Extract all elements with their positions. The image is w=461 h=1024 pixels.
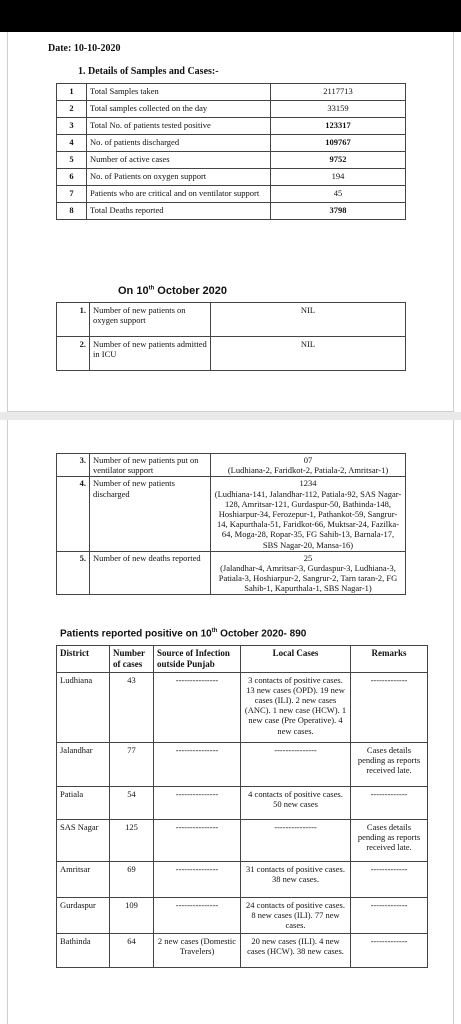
- district-source: ---------------: [154, 786, 241, 819]
- district-cases: 69: [110, 861, 154, 897]
- district-local-cases: 4 contacts of positive cases. 50 new cases: [241, 786, 351, 819]
- positive-cases-heading: Patients reported positive on 10th October 2020- 890: [60, 628, 307, 640]
- row-value: 123317: [271, 118, 406, 135]
- daily-row: [57, 454, 406, 477]
- district-name: Jalandhar: [57, 742, 110, 786]
- district-row: [57, 933, 428, 967]
- row-value: 45: [271, 186, 406, 203]
- row-value: 194: [271, 169, 406, 186]
- daily-row: [57, 337, 406, 371]
- district-remarks: Cases details pending as reports received late.: [351, 819, 428, 861]
- district-remarks: -------------: [351, 672, 428, 742]
- district-local-cases: ---------------: [241, 742, 351, 786]
- row-label: Total No. of patients tested positive: [87, 118, 271, 135]
- row-label: Number of new deaths reported: [90, 551, 211, 595]
- district-name: Bathinda: [57, 933, 110, 967]
- row-number: 5: [57, 152, 87, 169]
- row-label: Total Samples taken: [87, 84, 271, 101]
- row-value: 109767: [271, 135, 406, 152]
- district-source: ---------------: [154, 742, 241, 786]
- daily-heading: On 10th October 2020: [118, 285, 228, 297]
- daily-row: [57, 303, 406, 337]
- row-label: Total Deaths reported: [87, 203, 271, 220]
- district-cases: 109: [110, 897, 154, 933]
- row-label: No. of Patients on oxygen support: [87, 169, 271, 186]
- district-cases: 54: [110, 786, 154, 819]
- row-number: 1: [57, 84, 87, 101]
- row-detail: (Jalandhar-4, Amritsar-3, Gurdaspur-3, Ludhiana-3, Patiala-3, Hoshiarpur-2, Sangrur-2, Tarn taran-2, FG Sahib-1, Kapurthala-1, SBS Nagar-1): [218, 562, 398, 594]
- summary-row: [57, 203, 406, 220]
- col-district: District: [57, 646, 110, 673]
- row-value: NIL: [211, 303, 406, 337]
- page-gap: [0, 412, 461, 420]
- district-source: 2 new cases (Domestic Travelers): [154, 933, 241, 967]
- district-local-cases: 24 contacts of positive cases. 8 new cases (ILI). 77 new cases.: [241, 897, 351, 933]
- district-remarks: Cases details pending as reports received late.: [351, 742, 428, 786]
- report-date: Date: 10-10-2020: [48, 43, 121, 54]
- district-name: Gurdaspur: [57, 897, 110, 933]
- row-number: 1.: [57, 303, 90, 337]
- summary-row: [57, 84, 406, 101]
- district-name: Patiala: [57, 786, 110, 819]
- row-detail: (Ludhiana-141, Jalandhar-112, Patiala-92, SAS Nagar-128, Amritsar-121, Gurdaspur-50, Bathinda-148, Hoshiarpur-34, Ferozepur-1, Pathankot-59, Sangrur-14, Kapurthala-51, Faridkot-66, Muktsar-24, Fazilka-64, Moga-28, Ropar-35, FG Sahib-13, Barnala-17, SBS Nagar-20, Mansa-16): [214, 488, 402, 550]
- row-value: 9752: [271, 152, 406, 169]
- row-label: Number of active cases: [87, 152, 271, 169]
- row-number: 3: [57, 118, 87, 135]
- district-cases: 43: [110, 672, 154, 742]
- col-remarks: Remarks: [351, 646, 428, 673]
- district-remarks: -------------: [351, 861, 428, 897]
- district-remarks: -------------: [351, 786, 428, 819]
- row-value: 3798: [271, 203, 406, 220]
- row-number: 4.: [57, 477, 90, 551]
- row-value: [211, 551, 406, 595]
- row-value: 2117713: [271, 84, 406, 101]
- summary-row: [57, 152, 406, 169]
- district-row: [57, 819, 428, 861]
- district-source: ---------------: [154, 897, 241, 933]
- row-value: NIL: [211, 337, 406, 371]
- summary-row: [57, 101, 406, 118]
- row-count: 1234: [299, 478, 317, 489]
- district-name: Ludhiana: [57, 672, 110, 742]
- row-label: No. of patients discharged: [87, 135, 271, 152]
- summary-table: [56, 83, 406, 220]
- row-number: 3.: [57, 454, 90, 477]
- district-row: [57, 897, 428, 933]
- row-label: Number of new patients on oxygen support: [90, 303, 211, 337]
- district-remarks: -------------: [351, 933, 428, 967]
- row-number: 7: [57, 186, 87, 203]
- row-number: 5.: [57, 551, 90, 595]
- district-name: SAS Nagar: [57, 819, 110, 861]
- row-value: [211, 454, 406, 477]
- row-count: 07: [303, 455, 313, 465]
- row-label: Number of new patients put on ventilator support: [90, 454, 211, 477]
- district-table: [56, 645, 428, 968]
- row-label: Number of new patients discharged: [90, 477, 211, 551]
- row-number: 6: [57, 169, 87, 186]
- district-row: [57, 786, 428, 819]
- district-source: ---------------: [154, 861, 241, 897]
- district-cases: 77: [110, 742, 154, 786]
- section-heading: 1. Details of Samples and Cases:-: [78, 66, 219, 77]
- row-number: 8: [57, 203, 87, 220]
- top-black-bar: [0, 0, 461, 32]
- district-cases: 64: [110, 933, 154, 967]
- district-cases: 125: [110, 819, 154, 861]
- row-value: 33159: [271, 101, 406, 118]
- district-row: [57, 672, 428, 742]
- row-number: 4: [57, 135, 87, 152]
- district-table-header: [57, 646, 428, 673]
- col-source: Source of Infection outside Punjab: [154, 646, 241, 673]
- row-number: 2.: [57, 337, 90, 371]
- row-detail: (Ludhiana-2, Faridkot-2, Patiala-2, Amritsar-1): [227, 465, 389, 476]
- col-local-cases: Local Cases: [241, 646, 351, 673]
- district-local-cases: 20 new cases (ILI). 4 new cases (HCW). 38 new cases.: [241, 933, 351, 967]
- district-source: ---------------: [154, 819, 241, 861]
- row-number: 2: [57, 101, 87, 118]
- daily-table-part-2: [56, 453, 406, 595]
- district-row: [57, 742, 428, 786]
- col-number-of-cases: Number of cases: [110, 646, 154, 673]
- summary-row: [57, 135, 406, 152]
- summary-row: [57, 118, 406, 135]
- district-local-cases: 3 contacts of positive cases. 13 new cases (OPD). 19 new cases (ILI). 2 new cases (ANC). 1 new case (HCW). 1 new case (Pre Operative). 4 new cases.: [241, 672, 351, 742]
- daily-table-part-1: [56, 302, 406, 371]
- district-local-cases: 31 contacts of positive cases. 38 new cases.: [241, 861, 351, 897]
- district-row: [57, 861, 428, 897]
- daily-row: [57, 551, 406, 595]
- row-label: Patients who are critical and on ventilator support: [87, 186, 271, 203]
- daily-row: [57, 477, 406, 551]
- summary-row: [57, 169, 406, 186]
- district-remarks: -------------: [351, 897, 428, 933]
- row-label: Total samples collected on the day: [87, 101, 271, 118]
- row-label: Number of new patients admitted in ICU: [90, 337, 211, 371]
- row-count: 25: [303, 552, 313, 563]
- district-source: ---------------: [154, 672, 241, 742]
- district-local-cases: ---------------: [241, 819, 351, 861]
- summary-row: [57, 186, 406, 203]
- district-name: Amritsar: [57, 861, 110, 897]
- row-value: [211, 477, 406, 551]
